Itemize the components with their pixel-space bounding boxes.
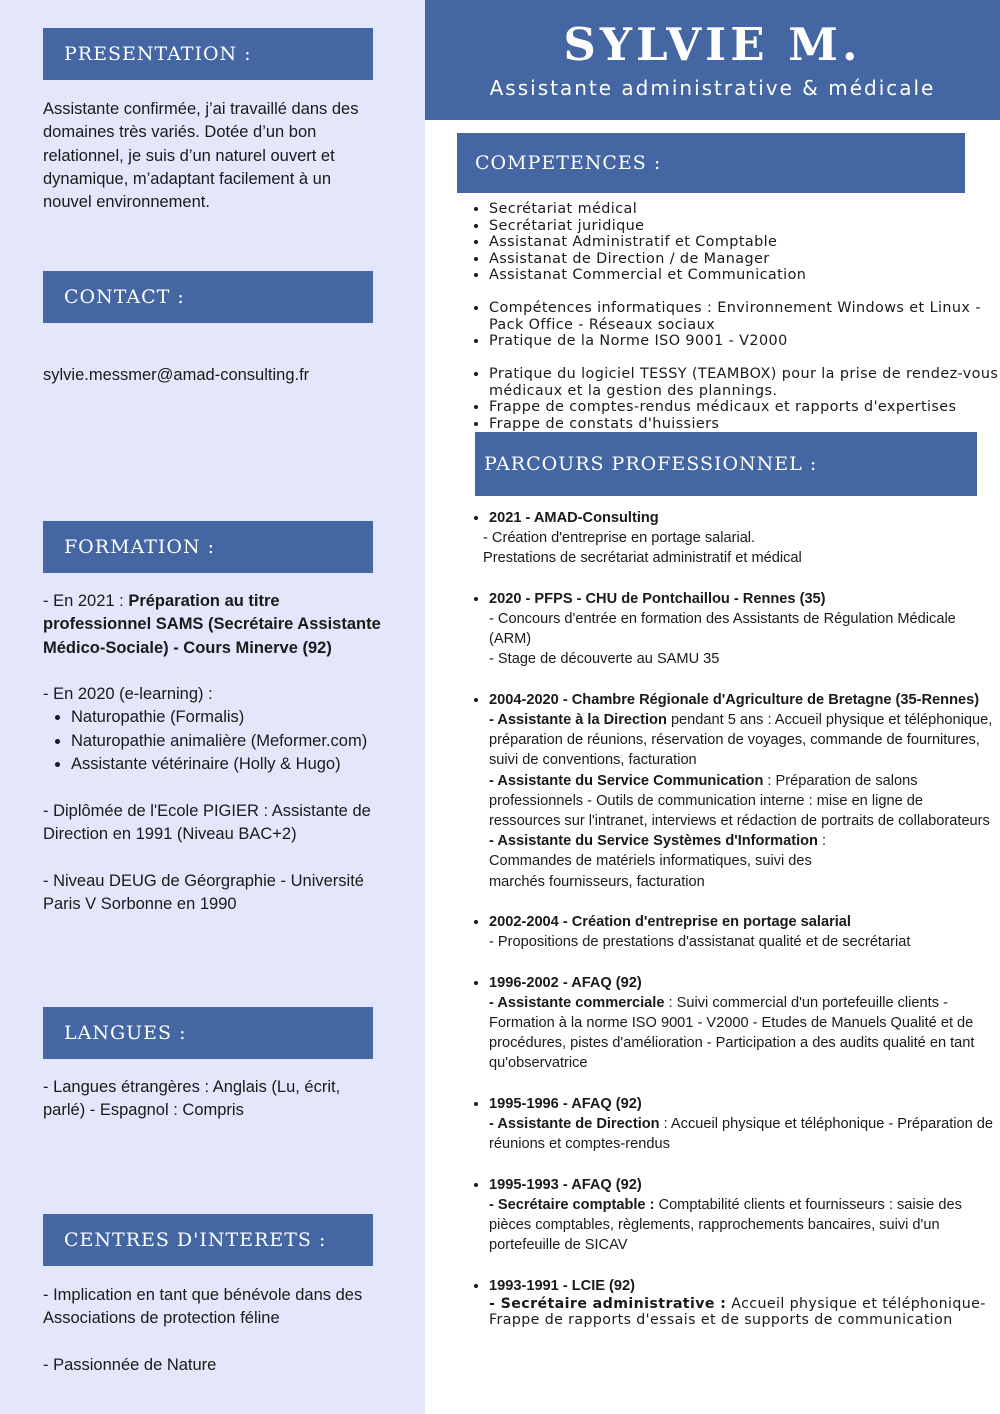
list-item: • Naturopathie (Formalis) [71,706,383,729]
formation-item-2021-prefix: - En 2021 : [43,592,129,610]
career-entry [489,1175,994,1256]
contact-section [43,364,383,387]
role-description: Accueil physique et téléphonique- Frappe de rapports d'essais et de supports de communication [489,1295,986,1329]
contact-email[interactable]: sylvie.messmer@amad-consulting.fr [43,366,310,384]
career-entry-title: • 1996-2002 - AFAQ (92) [489,974,642,991]
competences-list [463,201,999,432]
career-entry [489,1276,994,1329]
list-item: • Assistanat Administratif et Comptable [489,234,999,251]
contact-heading: CONTACT : [43,271,373,323]
presentation-paragraph: Assistante confirmée, j’ai travaillé dans des domaines très variés. Dotée d’un bon relationnel, je suis d’un naturel ouvert et dynamique, m’adaptant facilement à un nouvel environnement. [43,100,359,212]
role-description: : Suivi commercial d'un portefeuille clients - Formation à la norme ISO 9001 - V2000 - Etudes de Manuels Qualité et de procédures, pistes d'amélioration - Participation a des audits qualité en tant qu'observatrice [489,994,975,1072]
sidebar [0,0,425,1414]
career-entry-role [489,771,994,832]
list-item: • Pratique du logiciel TESSY (TEAMBOX) pour la prise de rendez-vous médicaux et la gestion des plannings. [489,366,999,399]
career-entry-title: • 1993-1991 - LCIE (92) [489,1277,636,1294]
role-description: : Accueil physique et téléphonique - Préparation de réunions et comptes-rendus [489,1116,994,1153]
career-entry-role [489,1195,994,1256]
career-entry-line: - Stage de découverte au SAMU 35 [489,651,720,668]
langues-heading: LANGUES : [43,1007,373,1059]
role-title: - Assistante du Service Systèmes d'Information [489,833,818,850]
role-description: Comptabilité clients et fournisseurs : saisie des pièces comptables, règlements, rapprochements bancaires, suivi d'un portefeuille de SICAV [489,1196,962,1254]
career-entry-line: - Propositions de prestations d'assistanat qualité et de secrétariat [489,934,911,951]
role-description: : Préparation de salons professionnels - Outils de communication interne : mise en ligne de ressources sur l'intranet, interviews et rédaction de portraits de collaborateurs [489,772,990,830]
formation-item-2020-list [43,706,383,776]
career-entry-title: • 1995-1993 - AFAQ (92) [489,1176,642,1193]
career-entry-title: • 2004-2020 - Chambre Régionale d'Agriculture de Bretagne (35-Rennes) [489,691,980,708]
parcours-heading: PARCOURS PROFESSIONNEL : [475,432,977,496]
list-item: • Pratique de la Norme ISO 9001 - V2000 [489,333,999,350]
career-entry-role [489,993,994,1074]
career-entry-title: • 1995-1996 - AFAQ (92) [489,1095,642,1112]
formation-heading: FORMATION : [43,521,373,573]
list-item: • Frappe de constats d'huissiers [489,416,999,433]
interets-heading: CENTRES D'INTERETS : [43,1214,373,1266]
career-entry [489,690,994,892]
career-entry-line: - Création d'entreprise en portage salarial. [483,530,756,547]
career-entry [489,1094,994,1155]
role-title: - Assistante du Service Communication [489,772,764,789]
langues-text: - Langues étrangères : Anglais (Lu, écrit, parlé) - Espagnol : Compris [43,1078,341,1120]
role-description: pendant 5 ans : Accueil physique et téléphonique, préparation de réunions, réservation de voyages, commande de fournitures, suivi de conventions, facturation [489,712,993,769]
header [425,0,1000,120]
job-title: Assistante administrative & médicale [489,76,936,100]
role-title: - Secrétaire comptable : [489,1196,655,1213]
formation-item-pigier: - Diplômée de l'Ecole PIGIER : Assistante de Direction en 1991 (Niveau BAC+2) [43,801,371,843]
list-item: • Assistante vétérinaire (Holly & Hugo) [71,753,383,776]
formation-section [43,590,383,916]
formation-item-2020-intro: - En 2020 (e-learning) : [43,685,213,704]
presentation-heading: PRESENTATION : [43,28,373,80]
career-entry-role [489,831,994,851]
formation-item-2021-title: Préparation au titre professionnel SAMS (Secrétaire Assistante Médico-Sociale) - Cours Minerve (92) [43,592,381,657]
role-description: : [817,833,827,850]
career-entry [483,508,994,569]
langues-section [43,1076,383,1123]
career-entry-role [489,1296,994,1329]
person-name: SYLVIE M. [563,18,862,71]
list-item: • Frappe de comptes-rendus médicaux et rapports d'expertises [489,399,999,416]
interets-item-benevole: - Implication en tant que bénévole dans des Associations de protection féline [43,1286,363,1328]
list-item: • Compétences informatiques : Environnement Windows et Linux - Pack Office - Réseaux sociaux [489,300,999,333]
role-title: - Assistante à la Direction [489,712,667,728]
career-entry-title: • 2002-2004 - Création d'entreprise en portage salarial [489,914,851,931]
career-entry-line: Commandes de matériels informatiques, suivi des [489,853,812,870]
role-title: - Secrétaire administrative : [489,1295,727,1312]
list-item: • Secrétariat juridique [489,218,999,235]
list-item: • Assistanat Commercial et Communication [489,267,999,284]
competences-heading: COMPETENCES : [457,133,965,193]
role-title: - Assistante de Direction [489,1116,660,1133]
career-entry-role [489,710,994,771]
presentation-text [43,98,383,214]
career-entry [489,589,994,670]
career-entry-line: Prestations de secrétariat administratif et médical [483,550,802,567]
career-entry-title: • 2021 - AMAD-Consulting [489,510,659,526]
career-entry [489,973,994,1074]
list-item: • Naturopathie animalière (Meformer.com) [71,730,383,753]
parcours-list [463,508,994,1329]
role-title: - Assistante commerciale [489,994,665,1011]
interets-item-nature: - Passionnée de Nature [43,1355,217,1374]
career-entry-title: • 2020 - PFPS - CHU de Pontchaillou - Rennes (35) [489,590,826,607]
formation-item-2021 [43,590,383,660]
career-entry-line: - Concours d'entrée en formation des Assistants de Régulation Médicale (ARM) [489,611,956,648]
career-entry [489,912,994,952]
interets-section [43,1284,383,1377]
list-item: • Secrétariat médical [489,201,999,218]
formation-item-deug: - Niveau DEUG de Géorgraphie - Université Paris V Sorbonne en 1990 [43,871,364,913]
career-entry-line: marchés fournisseurs, facturation [489,873,705,890]
list-item: • Assistanat de Direction / de Manager [489,251,999,268]
career-entry-role [489,1114,994,1154]
